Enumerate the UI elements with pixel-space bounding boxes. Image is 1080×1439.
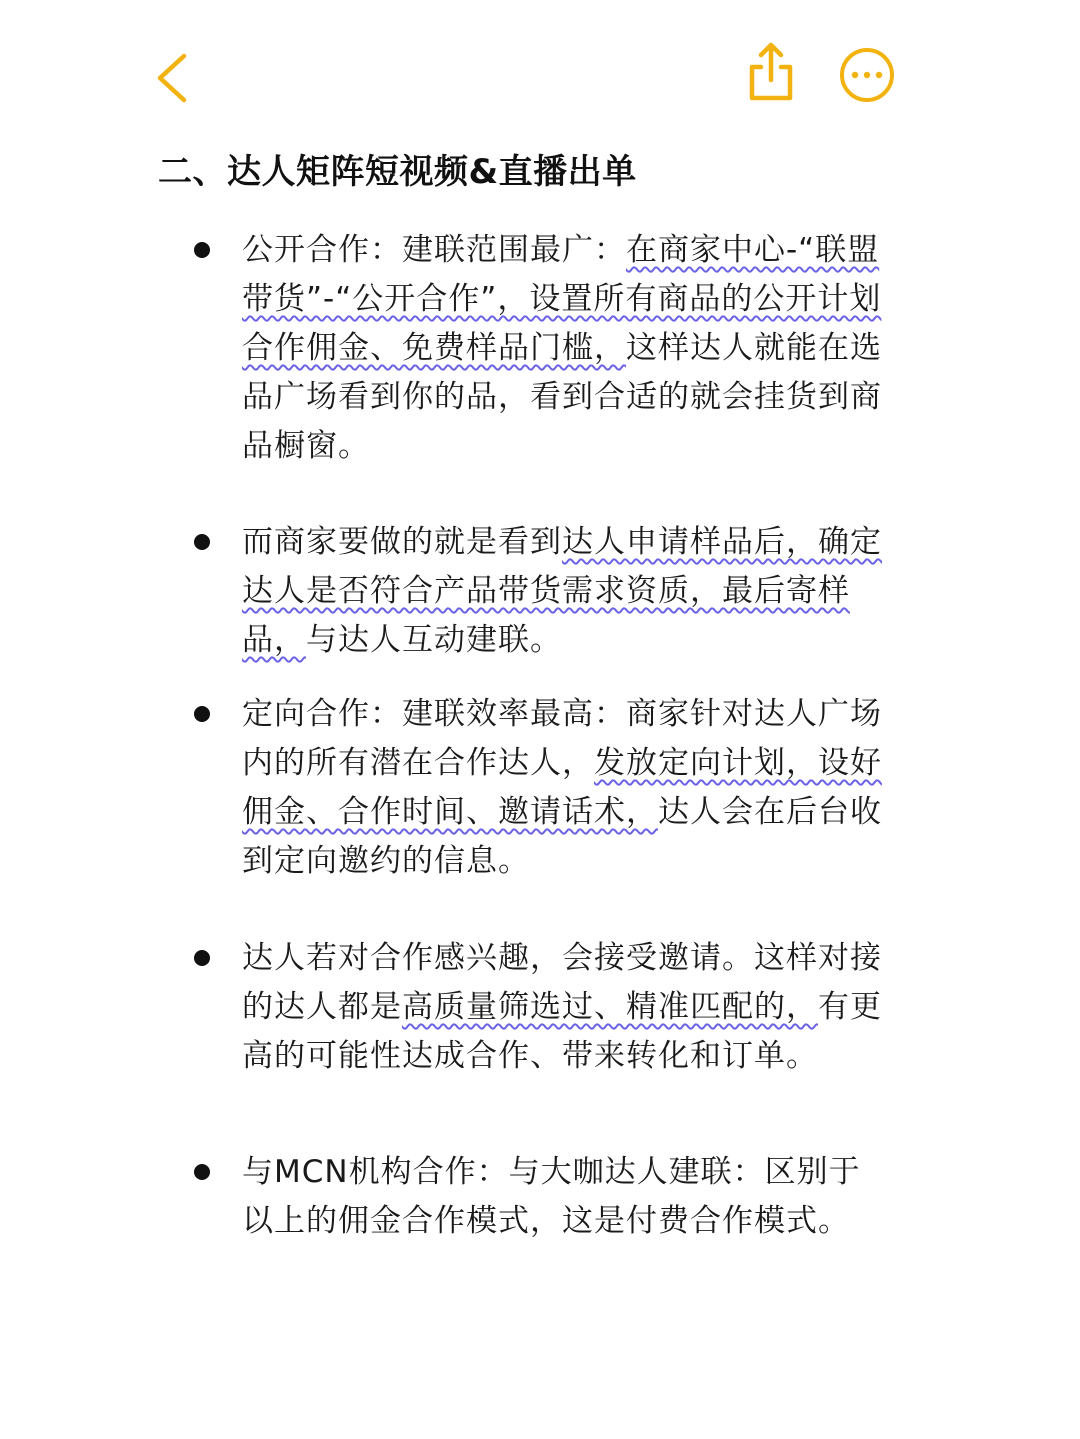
- bullet-text: [242, 226, 882, 471]
- grammar-highlight: 发放定向计划，设好佣金、合作时间、邀请话术，: [242, 745, 882, 830]
- bullet-plain-text: 这样达人就能在选品广场看到你的品，看到合适的就会挂货到商品橱窗。: [242, 330, 882, 464]
- bullet-plain-text: 达人会在后台收到定向邀约的信息。: [242, 794, 882, 879]
- bullet-dot: [194, 534, 210, 550]
- bullet-plain-text: 达人若对合作感兴趣，会接受邀请。这样对接的达人都是: [242, 940, 882, 1025]
- bullet-plain-text: 公开合作：建联范围最广：: [242, 232, 626, 268]
- bullet-plain-text: 与达人互动建联。: [306, 622, 562, 658]
- grammar-highlight: 在商家中心-“联盟带货”-“公开合作”，设置所有商品的公开计划合作佣金、免费样品门槛，: [242, 232, 882, 366]
- note-heading: 二、达人矩阵短视频&直播出单: [158, 152, 637, 192]
- bullet-plain-text: 有更高的可能性达成合作、带来转化和订单。: [242, 989, 882, 1074]
- bullet-plain-text: 与MCN机构合作：与大咖达人建联：区别于以上的佣金合作模式，这是付费合作模式。: [242, 1154, 861, 1239]
- bullet-plain-text: 定向合作：建联效率最高：商家针对达人广场内的所有潜在合作达人，: [242, 696, 882, 781]
- bullet-text: [242, 690, 882, 886]
- bullet-text: [242, 934, 882, 1081]
- grammar-highlight: 高质量筛选过、精准匹配的，: [402, 989, 818, 1025]
- bullet-text: [242, 1148, 882, 1246]
- bullet-dot: [194, 1164, 210, 1180]
- bullet-text: [242, 518, 882, 665]
- bullet-dot: [194, 950, 210, 966]
- bullet-dot: [194, 242, 210, 258]
- bullet-dot: [194, 706, 210, 722]
- bullet-plain-text: 而商家要做的就是看到: [242, 524, 562, 560]
- grammar-highlight: 达人申请样品后，确定达人是否符合产品带货需求资质，最后寄样品，: [242, 524, 882, 658]
